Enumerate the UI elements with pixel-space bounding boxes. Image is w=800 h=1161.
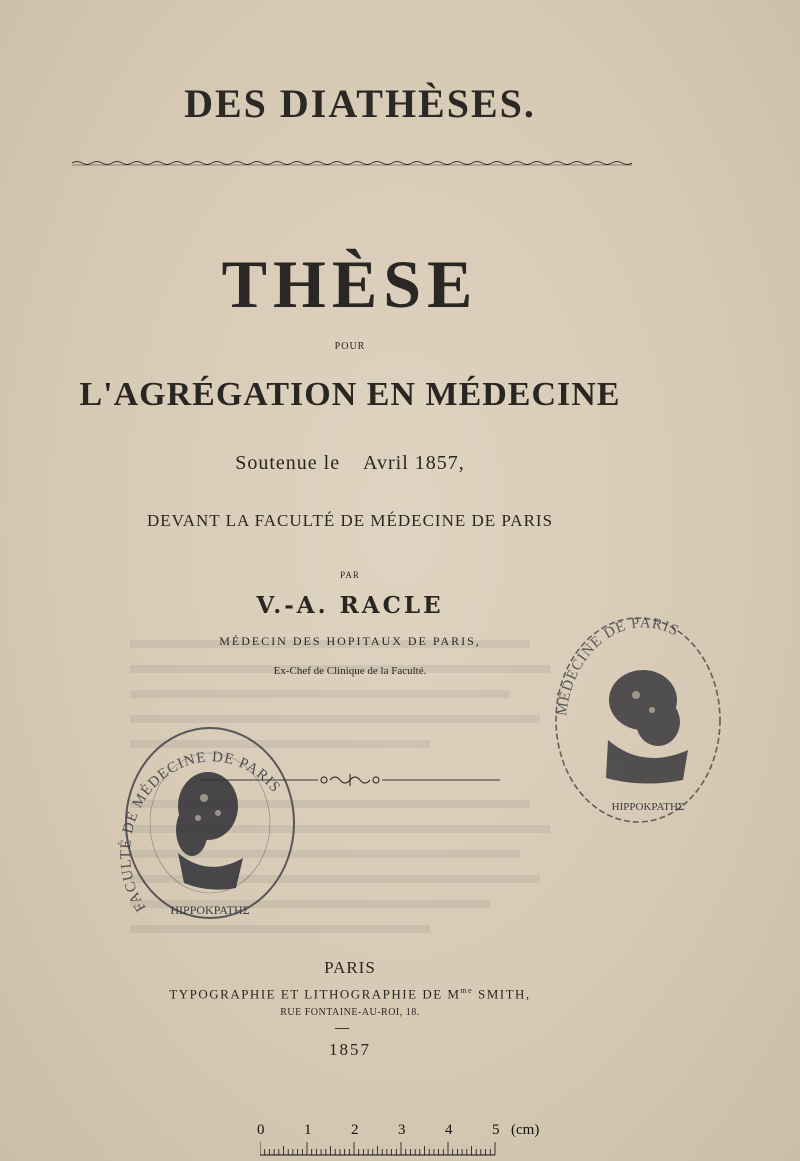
stamp-right-bottom: HIPPOKPATHΣ: [611, 801, 685, 813]
stamp-right-text: MÉDECINE DE PARIS: [554, 615, 682, 717]
stamp-left-text: FACULTÉ DE MÉDECINE DE PARIS: [118, 749, 284, 915]
library-stamp-left: [118, 718, 303, 928]
printer-name-superscript: me: [460, 986, 474, 995]
scale-ruler: [260, 1142, 500, 1156]
defense-date: Soutenue le Avril 1857,: [235, 452, 465, 474]
publication-year: 1857: [329, 1040, 371, 1059]
printer-name: [90, 986, 610, 1002]
wavy-rule: [72, 158, 632, 168]
printer-name-end: SMITH,: [473, 986, 531, 1002]
scale-label-1: 1: [304, 1122, 312, 1138]
short-rule: [335, 1028, 349, 1029]
main-title: THÈSE: [221, 246, 479, 322]
scale-label-3: 3: [398, 1122, 406, 1138]
printer-name-main: TYPOGRAPHIE ET LITHOGRAPHIE DE M: [169, 986, 461, 1002]
publication-city: PARIS: [324, 958, 376, 977]
printer-address: RUE FONTAINE-AU-ROI, 18.: [280, 1007, 420, 1018]
scale-label-5: 5: [492, 1122, 500, 1138]
pour-label: POUR: [334, 341, 366, 352]
thesis-purpose: L'AGRÉGATION EN MÉDECINE: [79, 376, 621, 413]
stamp-left-bottom: HIPPOKPATHΣ: [170, 903, 250, 917]
author-name: V.-A. RACLE: [256, 592, 444, 619]
defense-venue: DEVANT LA FACULTÉ DE MÉDECINE DE PARIS: [146, 511, 554, 530]
library-stamp-right: [548, 610, 728, 830]
par-label: PAR: [340, 570, 360, 580]
scale-label-4: 4: [445, 1122, 453, 1138]
scale-label-0: 0: [257, 1122, 265, 1138]
series-title: DES DIATHÈSES.: [184, 81, 536, 126]
author-title: MÉDECIN DES HOPITAUX DE PARIS,: [219, 634, 481, 648]
scale-label-2: 2: [351, 1122, 359, 1138]
author-former-position: Ex-Chef de Clinique de la Faculté.: [273, 665, 427, 677]
scale-unit: (cm): [511, 1122, 540, 1138]
scale-bar: [255, 1118, 555, 1158]
